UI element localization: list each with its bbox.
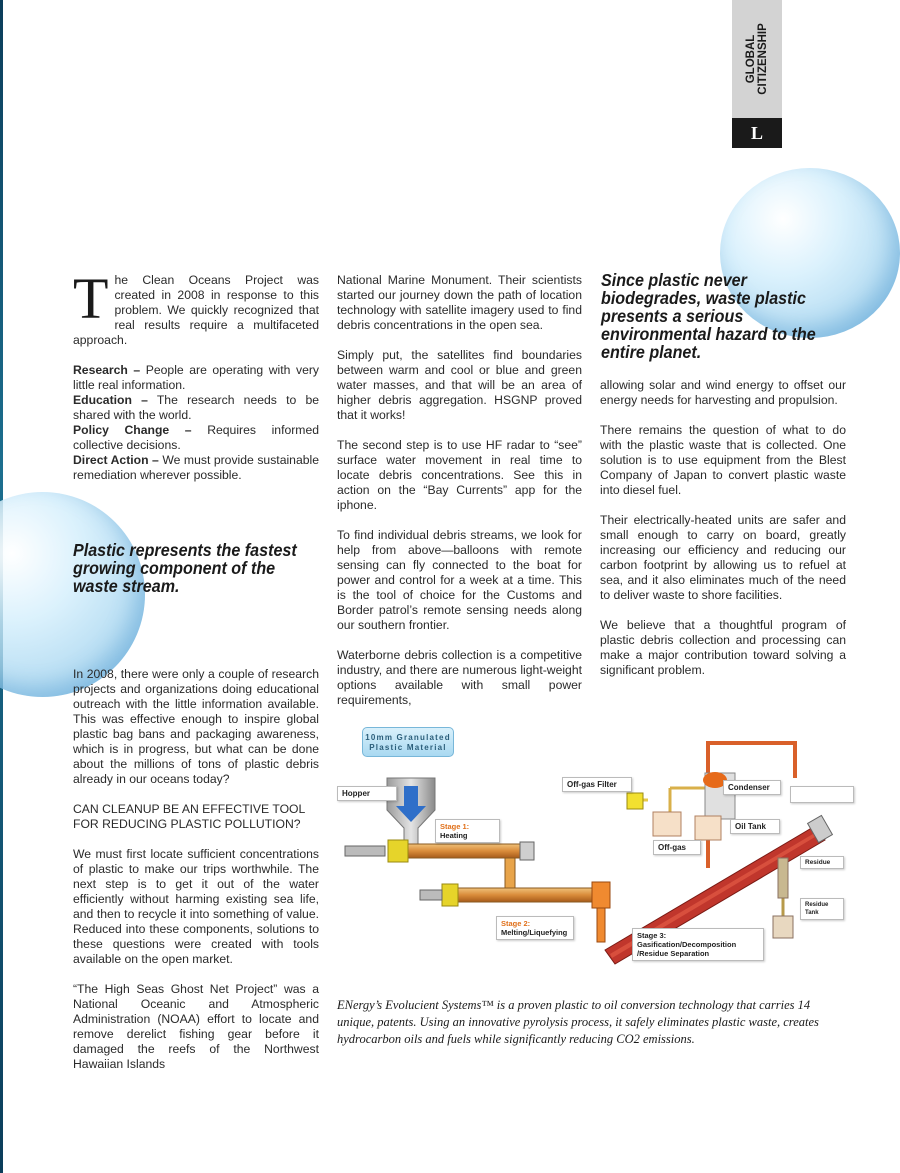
granulated-plastic-label: 10mm Granulated Plastic Material: [362, 727, 454, 757]
paragraph: We believe that a thoughtful program of plastic debris collection and processing can make a major contribution toward solving a significant problem.: [600, 618, 846, 677]
paragraph: To find individual debris streams, we look for help from above—balloons with remote sensing can fly connected to the boat for power and control for a week at a time. This is the tool of choice for the Customs and Border patrol’s remote sensing needs along our southern frontier.: [337, 528, 582, 632]
stage-3-label: Stage 3: Gasification/Decomposition /Residue Separation: [632, 928, 764, 961]
stage-2-label: Stage 2: Melting/Liquefying: [496, 916, 574, 940]
pull-quote-right: Since plastic never biodegrades, waste plastic presents a serious environmental hazard to the entire planet.: [601, 270, 816, 362]
paragraph: The second step is to use HF radar to “see” surface water movement in real time to locate debris concentrations. See this in action on the “Bay Currents” app for the iphone.: [337, 438, 582, 512]
paragraph: Their electrically-heated units are safer and small enough to carry on board, greatly increasing our efficiency and reducing our carbon footprint by allowing us to refuel at sea, and it also eliminates much of the need to deliver waste to shore facilities.: [600, 513, 846, 602]
paragraph: “The High Seas Ghost Net Project” was a National Oceanic and Atmospheric Administration (NOAA) effort to locate and remove derelict fishing gear before it damaged the reefs of the Northwest Hawaiian Islands: [73, 982, 319, 1071]
column-3: [600, 378, 846, 693]
residue-tank-label: Residue Tank: [800, 898, 844, 920]
section-letter-badge: L: [732, 118, 782, 148]
paragraph: National Marine Monument. Their scientists started our journey down the path of location technology with satellite imagery used to find debris concentrations in the open sea.: [337, 273, 582, 332]
approach-item-action: Direct Action – We must provide sustainable remediation wherever possible.: [73, 453, 319, 482]
pyrolysis-diagram-graphic: [330, 718, 855, 980]
paragraph: Simply put, the satellites find boundaries between warm and cool or blue and green water masses, and that will be an area of higher debris aggregation. HSGNP proved that it works!: [337, 348, 582, 422]
stage-1-label: Stage 1: Heating: [435, 819, 500, 843]
oil-tank-label: Oil Tank: [730, 819, 780, 834]
hopper-label: Hopper: [337, 786, 397, 801]
pyrolysis-diagram: [330, 718, 855, 980]
paragraph: In 2008, there were only a couple of research projects and organizations doing educational outreach with the little information available. This was effective enough to inspire global plastic bag bans and packaging awareness, which is in progress, but what can be done about the millions of tons of plastic debris already in our oceans today?: [73, 667, 319, 786]
column-1-bottom: [73, 667, 319, 1087]
offgas-label: Off-gas: [653, 840, 701, 855]
column-1-top: [73, 266, 319, 483]
pull-quote-left: Plastic represents the fastest growing component of the waste stream.: [73, 540, 297, 596]
approach-item-education: Education – The research needs to be shared with the world.: [73, 393, 319, 422]
paragraph: There remains the question of what to do with the plastic waste that is collected. One solution is to use equipment from the Blest Company of Japan to convert plastic waste into diesel fuel.: [600, 423, 846, 497]
condenser-label: Condenser: [723, 780, 781, 795]
residue-label: Residue: [800, 856, 844, 869]
approach-item-research: Research – People are operating with very little real information.: [73, 363, 319, 392]
paragraph: We must first locate sufficient concentrations of plastic to make our trips worthwhile. The next step is to get it out of the water efficiently without harming existing sea life, and then to recycle it into something of value. Reduced into these components, solutions to these questions were created with tools available on the open market.: [73, 847, 319, 966]
column-2: [337, 273, 582, 723]
diagram-caption: ENergy’s Evolucient Systems™ is a proven plastic to oil conversion technology that carries 14 unique, patents. Using an innovative pyrolysis process, it safely eliminates plastic waste, creates hydrocarbon oils and fuels while significantly reducing CO2 emissions.: [337, 998, 819, 1046]
intro-paragraph: he Clean Oceans Project was created in 2008 in response to this problem. We quickly recognized that real results require a multifaceted approach.: [73, 273, 319, 347]
paragraph: Waterborne debris collection is a competitive industry, and there are numerous light-weight options available with small power requirements,: [337, 648, 582, 707]
section-tab-label: GLOBAL CITIZENSHIP: [745, 23, 769, 95]
drop-cap: T: [73, 266, 109, 331]
blank-label-box: [790, 786, 854, 803]
approach-item-policy: Policy Change – Requires informed collective decisions.: [73, 423, 319, 452]
paragraph: allowing solar and wind energy to offset our energy needs for harvesting and propulsion.: [600, 378, 846, 407]
offgas-filter-label: Off-gas Filter: [562, 777, 632, 792]
section-heading: CAN CLEANUP BE AN EFFECTIVE TOOL FOR REDUCING PLASTIC POLLUTION?: [73, 802, 305, 831]
